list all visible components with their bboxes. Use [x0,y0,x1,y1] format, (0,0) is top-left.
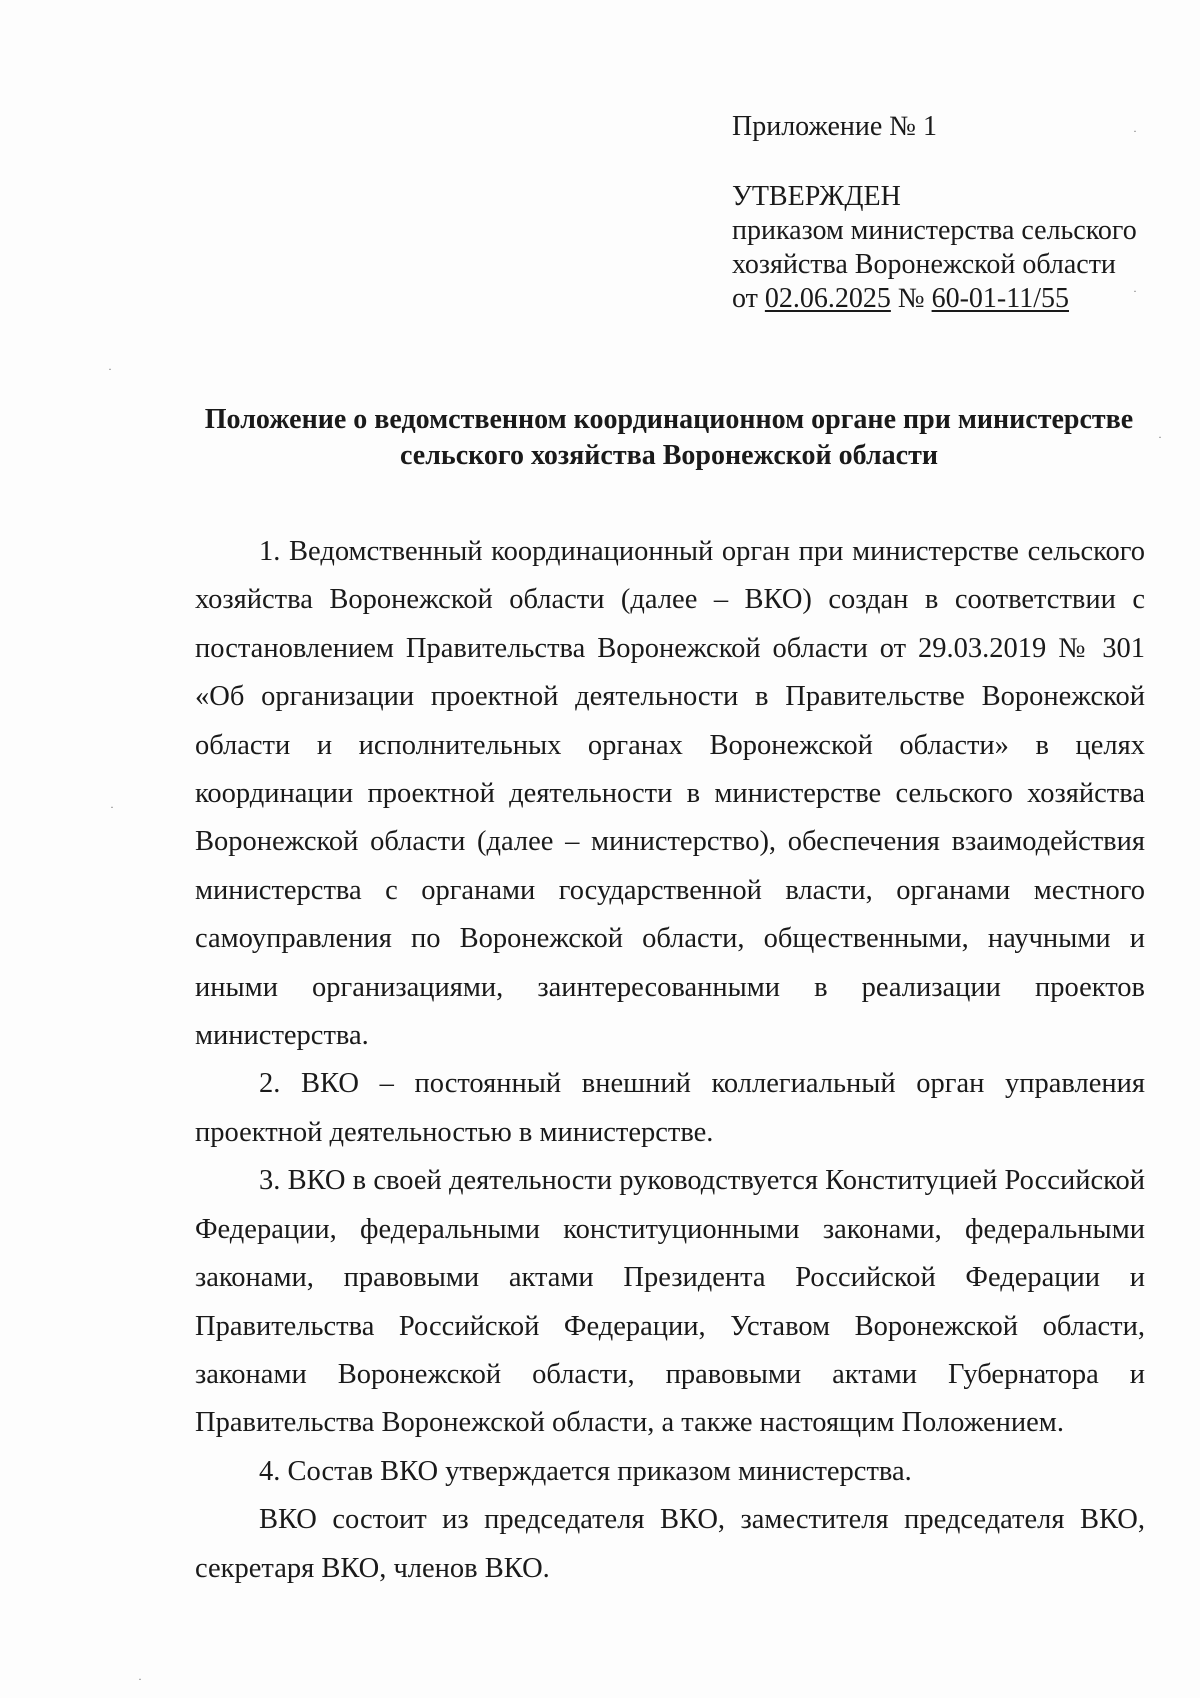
annex-label: Приложение № 1 [732,111,937,142]
scan-speck: · [138,1672,142,1686]
scan-speck: · [108,362,112,376]
approval-line-2: хозяйства Воронежской области [732,249,1116,280]
order-date: 02.06.2025 [764,283,891,314]
scan-speck: · [1133,284,1137,298]
approved-label: УТВЕРЖДЕН [732,181,901,212]
approval-block [732,110,1137,316]
order-number: 60-01-11/55 [931,283,1069,314]
approval-line-1: приказом министерства сельского [732,215,1137,246]
title-line-2: сельского хозяйства Воронежской области [400,440,938,471]
document-body [195,528,1145,1593]
scan-speck: · [1158,430,1162,444]
scan-speck: · [1133,124,1137,138]
approval-date-line [732,282,1137,316]
paragraph-4: 4. Состав ВКО утверждается приказом министерства. [259,1455,912,1487]
scan-speck: · [110,800,114,814]
title-line-1: Положение о ведомственном координационном органе при министерстве [204,404,1134,435]
number-sign: № [890,283,932,314]
paragraph-1: 1. Ведомственный координационный орган при министерстве сельского хозяйства Воронежской области (далее – ВКО) создан в соответствии с постановлением Правительства Воронежской области от 29.03.2019 № 301 «Об организации проектной деятельности в Правительстве Воронежской области и исполнительных органах Воронежской области» в целях координации проектной деятельности в министерстве сельского хозяйства Воронежской области (далее – министерство), обеспечения взаимодействия министерства с органами государственной власти, органами местного самоуправления по Воронежской области, общественными, научными и иными организациями, заинтересованными в реализации проектов министерства. [195,536,1145,1052]
date-prefix: от [732,283,765,314]
document-title [196,402,1142,474]
paragraph-5: ВКО состоит из председателя ВКО, заместителя председателя ВКО, секретаря ВКО, членов ВКО. [195,1504,1145,1584]
paragraph-3: 3. ВКО в своей деятельности руководствуется Конституцией Российской Федерации, федеральными конституционными законами, федеральными законами, правовыми актами Президента Российской Федерации и Правительства Российской Федерации, Уставом Воронежской области, законами Воронежской области, правовыми актами Губернатора и Правительства Воронежской области, а также настоящим Положением. [195,1165,1145,1439]
paragraph-2: 2. ВКО – постоянный внешний коллегиальный орган управления проектной деятельностью в министерстве. [195,1068,1145,1148]
